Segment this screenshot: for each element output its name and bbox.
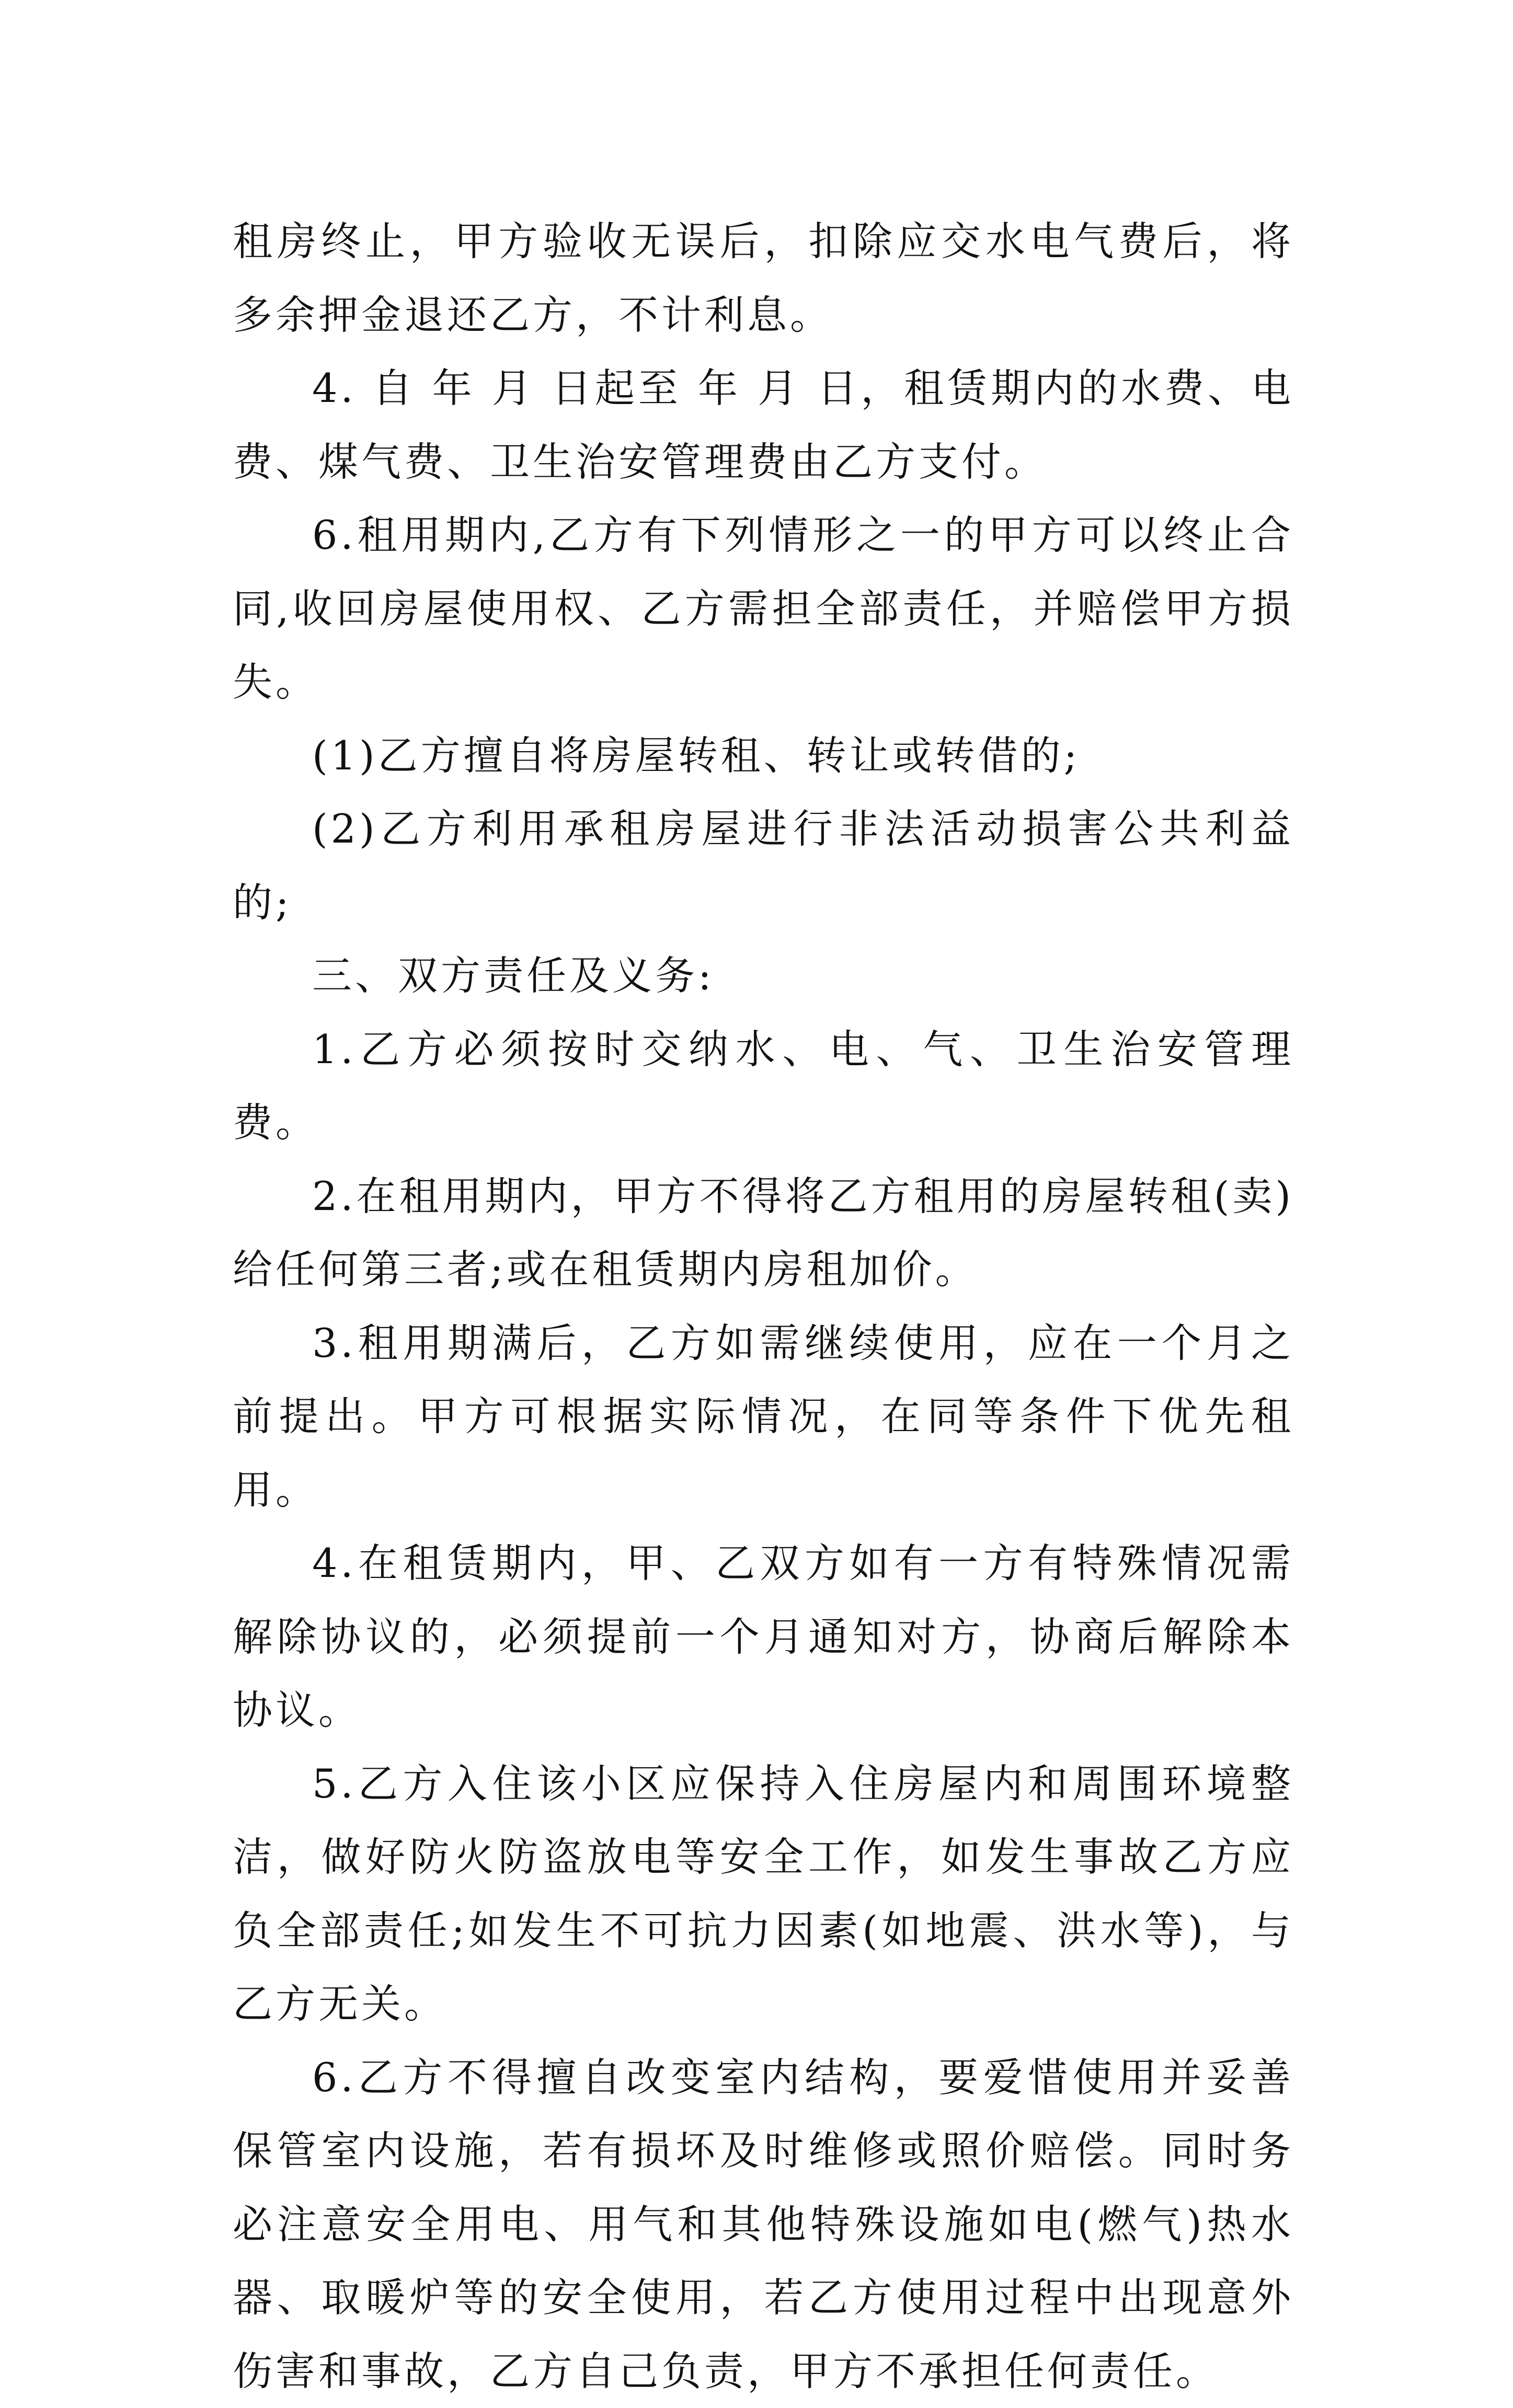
paragraph-renewal: 3.租用期满后，乙方如需继续使用，应在一个月之前提出。甲方可根据实际情况，在同等条件下优先租用。 — [233, 1307, 1294, 1527]
paragraph-utility-fees: 4. 自 年 月 日起至 年 月 日，租赁期内的水费、电费、煤气费、卫生治安管理费由乙方支付。 — [233, 352, 1294, 499]
paragraph-structure-and-facilities: 6.乙方不得擅自改变室内结构，要爱惜使用并妥善保管室内设施，若有损坏及时维修或照价赔偿。同时务必注意安全用电、用气和其他特殊设施如电(燃气)热水器、取暖炉等的安全使用，若乙方使用过程中出现意外伤害和事故，乙方自己负责，甲方不承担任何责任。 — [233, 2041, 1294, 2408]
paragraph-sublet-clause: (1)乙方擅自将房屋转租、转让或转借的; — [233, 719, 1294, 793]
section-heading-responsibilities: 三、双方责任及义务: — [233, 939, 1294, 1013]
paragraph-safety: 5.乙方入住该小区应保持入住房屋内和周围环境整洁，做好防火防盗放电等安全工作，如发生事故乙方应负全部责任;如发生不可抗力因素(如地震、洪水等)，与乙方无关。 — [233, 1747, 1294, 2041]
paragraph-pay-fees: 1.乙方必须按时交纳水、电、气、卫生治安管理费。 — [233, 1013, 1294, 1160]
paragraph-termination-conditions: 6.租用期内,乙方有下列情形之一的甲方可以终止合同,收回房屋使用权、乙方需担全部责任，并赔偿甲方损失。 — [233, 499, 1294, 719]
paragraph-early-termination: 4.在租赁期内，甲、乙双方如有一方有特殊情况需解除协议的，必须提前一个月通知对方，协商后解除本协议。 — [233, 1527, 1294, 1747]
paragraph-refund-deposit: 租房终止，甲方验收无误后，扣除应交水电气费后，将多余押金退还乙方，不计利息。 — [233, 205, 1294, 352]
paragraph-illegal-activity-clause: (2)乙方利用承租房屋进行非法活动损害公共利益的; — [233, 792, 1294, 939]
document-body — [233, 205, 1294, 2408]
paragraph-no-sublet-by-lessor: 2.在租用期内，甲方不得将乙方租用的房屋转租(卖)给任何第三者;或在租赁期内房租加价。 — [233, 1160, 1294, 1307]
